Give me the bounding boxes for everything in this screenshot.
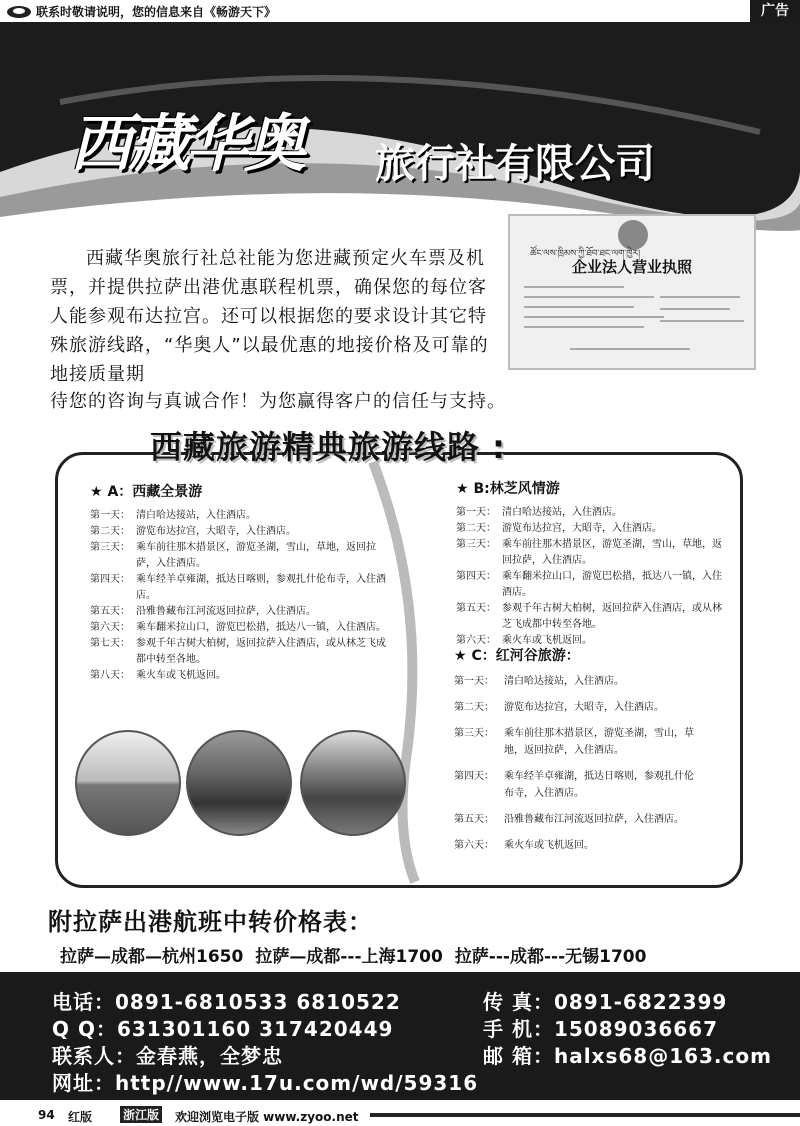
day-label: 第二天： bbox=[90, 526, 130, 537]
intro-section bbox=[50, 244, 506, 412]
day-text: 沿雅鲁藏布江河流返回拉萨，入住酒店。 bbox=[136, 606, 316, 617]
route-c-day bbox=[454, 673, 694, 690]
star-icon: ★ bbox=[90, 484, 103, 500]
email: 邮 箱：halxs68@163.com bbox=[483, 1044, 772, 1068]
day-label: 第一天： bbox=[454, 676, 494, 687]
company-suffix: 旅行社有限公司 bbox=[375, 141, 655, 187]
day-label: 第二天： bbox=[454, 702, 494, 713]
magazine-logo-icon bbox=[6, 3, 32, 19]
day-label: 第五天： bbox=[90, 606, 130, 617]
day-text: 参观千年古树大柏树，返回拉萨入住酒店，或从林芝飞成都中转至各地。 bbox=[136, 638, 386, 665]
day-label: 第四天： bbox=[456, 571, 496, 582]
route-c-day bbox=[454, 811, 694, 828]
day-text: 乘车前往那木措景区，游览圣湖，雪山，草地，返回拉萨，入住酒店。 bbox=[504, 728, 694, 756]
day-label: 第五天： bbox=[454, 814, 494, 825]
qq: Q Q：631301160 317420449 bbox=[52, 1017, 394, 1041]
day-text: 清白哈达接站，入住酒店。 bbox=[502, 507, 622, 518]
intro-closing: 待您的咨询与真诚合作！为您赢得客户的信任与支持。 bbox=[50, 391, 506, 412]
welcome-link[interactable]: 欢迎浏览电子版 www.zyoo.net bbox=[175, 1110, 359, 1124]
day-label: 第四天： bbox=[90, 574, 130, 585]
day-text: 乘车经羊卓雍湖，抵达日喀则，参观扎什伦布寺，入住酒店。 bbox=[136, 574, 386, 601]
route-c-title: ★ C：红河谷旅游： bbox=[454, 648, 580, 664]
flight-item: 拉萨---成都---无锡1700 bbox=[454, 947, 647, 967]
day-text: 乘车前往那木措景区，游览圣湖，雪山，草地，返回拉萨，入住酒店。 bbox=[502, 539, 722, 566]
fax: 传 真：0891-6822399 bbox=[483, 990, 728, 1014]
route-b bbox=[456, 481, 726, 649]
day-label: 第五天： bbox=[456, 603, 496, 614]
route-a-day bbox=[90, 540, 390, 572]
route-a-days bbox=[90, 508, 390, 684]
day-text: 乘火车或飞机返回。 bbox=[502, 635, 592, 646]
route-a-day bbox=[90, 668, 390, 684]
phone: 电话：0891-6810533 6810522 bbox=[52, 990, 401, 1014]
route-c bbox=[454, 648, 694, 863]
route-a bbox=[90, 484, 390, 684]
day-label: 第三天： bbox=[456, 539, 496, 550]
section-name: 红版 bbox=[68, 1110, 93, 1124]
day-text: 参观千年古树大柏树，返回拉萨入住酒店，或从林芝飞成都中转至各地。 bbox=[502, 603, 722, 630]
photo-cliff bbox=[300, 730, 406, 836]
contact-panel bbox=[0, 972, 800, 1100]
day-text: 乘火车或飞机返回。 bbox=[504, 840, 594, 851]
flights-list bbox=[60, 942, 658, 967]
brand-name: 西藏华奥 bbox=[70, 107, 303, 180]
day-label: 第一天： bbox=[90, 510, 130, 521]
day-text: 沿雅鲁藏布江河流返回拉萨，入住酒店。 bbox=[504, 814, 684, 825]
star-icon: ★ bbox=[456, 481, 469, 497]
day-text: 游览布达拉宫，大昭寺，入住酒店。 bbox=[504, 702, 664, 713]
footer-rule bbox=[370, 1113, 800, 1117]
route-b-day bbox=[456, 505, 726, 521]
hero-banner bbox=[0, 22, 800, 232]
route-c-day bbox=[454, 699, 694, 716]
route-b-day bbox=[456, 601, 726, 633]
flights-title: 附拉萨出港航班中转价格表： bbox=[48, 908, 373, 936]
route-c-day bbox=[454, 837, 694, 854]
route-c-day bbox=[454, 725, 694, 759]
edition-badge: 浙江版 bbox=[120, 1106, 162, 1123]
day-text: 乘车翻米拉山口，游览巴松措，抵达八一镇，入住酒店。 bbox=[136, 622, 386, 633]
day-label: 第一天： bbox=[456, 507, 496, 518]
business-license-image bbox=[508, 214, 756, 370]
routes-title: 西藏旅游精典旅游线路 : bbox=[150, 428, 506, 466]
flight-item: 拉萨—成都—杭州1650 bbox=[60, 947, 244, 967]
page-footer bbox=[0, 1100, 800, 1126]
day-text: 乘火车或飞机返回。 bbox=[136, 670, 226, 681]
source-notice: 联系时敬请说明，您的信息来自《畅游天下》 bbox=[36, 5, 277, 19]
day-label: 第六天： bbox=[456, 635, 496, 646]
day-label: 第六天： bbox=[454, 840, 494, 851]
top-bar bbox=[0, 0, 800, 22]
route-a-day bbox=[90, 604, 390, 620]
intro-paragraph: 西藏华奥旅行社总社能为您进藏预定火车票及机票，并提供拉萨出港优惠联程机票，确保您的每位客人能参观布达拉宫。还可以根据您的要求设计其它特殊旅游线路，“华奥人”以最优惠的地接价格及可靠的地接质量期 bbox=[50, 248, 489, 385]
page-number: 94 bbox=[38, 1108, 55, 1122]
contact-person: 联系人：金春燕，全梦忠 bbox=[52, 1044, 283, 1068]
route-b-day bbox=[456, 633, 726, 649]
mobile: 手 机：15089036667 bbox=[483, 1017, 719, 1041]
day-text: 乘车经羊卓雍湖，抵达日喀则，参观扎什伦布寺，入住酒店。 bbox=[504, 771, 694, 799]
route-a-day bbox=[90, 572, 390, 604]
day-label: 第八天： bbox=[90, 670, 130, 681]
route-b-day bbox=[456, 569, 726, 601]
route-a-title: ★ A：西藏全景游 bbox=[90, 484, 203, 500]
route-c-day bbox=[454, 768, 694, 802]
route-c-days bbox=[454, 673, 694, 854]
day-label: 第七天： bbox=[90, 638, 130, 649]
day-label: 第三天： bbox=[454, 728, 494, 739]
day-text: 乘车前往那木措景区，游览圣湖，雪山，草地，返回拉萨，入住酒店。 bbox=[136, 542, 376, 569]
route-b-days bbox=[456, 505, 726, 649]
route-a-day bbox=[90, 524, 390, 540]
route-b-day bbox=[456, 537, 726, 569]
route-a-day bbox=[90, 508, 390, 524]
day-label: 第四天： bbox=[454, 771, 494, 782]
route-b-title: ★ B:林芝风情游 bbox=[456, 481, 560, 497]
ad-tag: 广告 bbox=[750, 0, 800, 22]
route-b-day bbox=[456, 521, 726, 537]
day-text: 清白哈达接站，入住酒店。 bbox=[136, 510, 256, 521]
route-a-day bbox=[90, 620, 390, 636]
route-a-day bbox=[90, 636, 390, 668]
license-title: 企业法人营业执照 bbox=[571, 258, 692, 276]
flight-item: 拉萨—成都---上海1700 bbox=[255, 947, 443, 967]
day-label: 第二天： bbox=[456, 523, 496, 534]
day-label: 第三天： bbox=[90, 542, 130, 553]
photo-lake bbox=[75, 730, 181, 836]
star-icon: ★ bbox=[454, 648, 467, 664]
website: 网址：http//www.17u.com/wd/59316 bbox=[52, 1071, 479, 1095]
day-text: 清白哈达接站，入住酒店。 bbox=[504, 676, 624, 687]
day-label: 第六天： bbox=[90, 622, 130, 633]
day-text: 游览布达拉宫，大昭寺，入住酒店。 bbox=[502, 523, 662, 534]
photo-boat bbox=[186, 730, 292, 836]
license-tibetan-title: ཚོང་ལས་ཁྲིམས་ཀྱི་ཐོབ་ཐང་ལག་ཁྱེར། bbox=[530, 249, 641, 259]
day-text: 乘车翻米拉山口，游览巴松措，抵达八一镇，入住酒店。 bbox=[502, 571, 722, 598]
day-text: 游览布达拉宫，大昭寺，入住酒店。 bbox=[136, 526, 296, 537]
